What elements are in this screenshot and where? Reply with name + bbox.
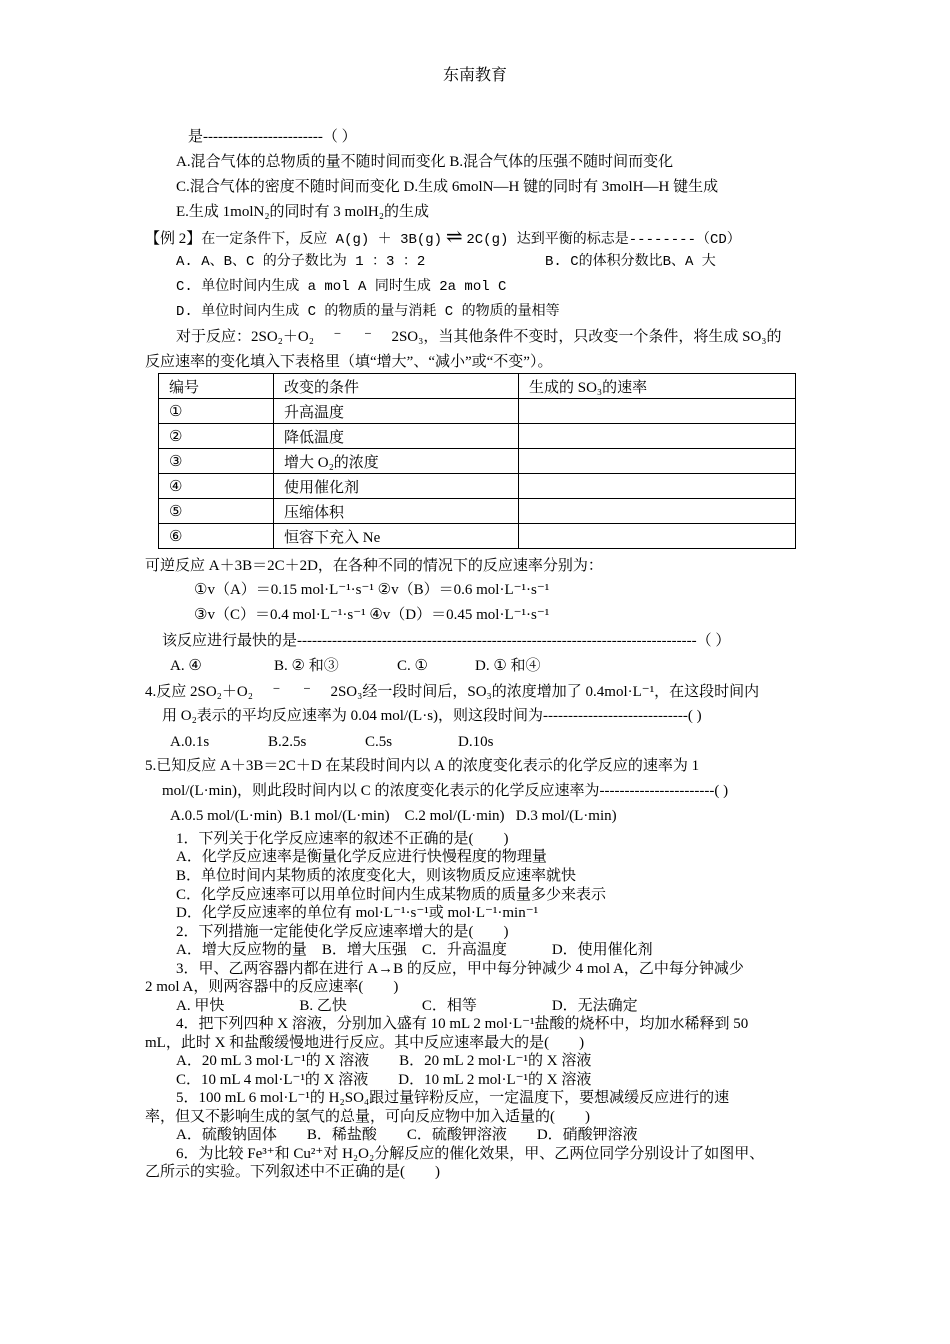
table-header-row (159, 374, 796, 399)
rate-line-2: ③v（C）＝0.4 mol·L⁻¹·s⁻¹ ④v（D）＝0.45 mol·L⁻¹·s⁻¹ (194, 607, 550, 623)
table-row (159, 449, 796, 474)
so3-intro-line2: 反应速率的变化填入下表格里（填“增大”、“减小”或“不变”）。 (145, 354, 553, 370)
table-cell: ⑤ (159, 499, 274, 524)
practice-line: C．10 mL 4 mol·L⁻¹的 X 溶液 D．10 mL 2 mol·L⁻¹的 X 溶液 (176, 1072, 592, 1088)
table-cell: ④ (159, 474, 274, 499)
practice-line: 6．为比较 Fe³⁺和 Cu²⁺对 H₂O₂分解反应的催化效果，甲、乙两位同学分别设计了如图甲、 (176, 1146, 765, 1162)
practice-line: 率，但又不影响生成的氢气的总量，可向反应物中加入适量的( ) (145, 1109, 590, 1125)
q5-options: A.0.5 mol/(L·min) B.1 mol/(L·min) C.2 mol/(L·min) D.3 mol/(L·min) (170, 808, 617, 824)
example-option-a: A. A、B、C 的分子数比为 1 ：3 ：2 (176, 254, 426, 270)
rate-option-c: C. ① (397, 658, 428, 674)
rate-option-a: A. ④ (170, 658, 202, 674)
reversible-arrow-icon: ⁻ ⁻ (333, 329, 372, 345)
table-cell: ① (159, 399, 274, 424)
question-stem-tail: 是------------------------（ ） (188, 129, 357, 145)
practice-line: 乙所示的实验。下列叙述中不正确的是( ) (145, 1164, 440, 1180)
option-line: A.混合气体的总物质的量不随时间而变化 B.混合气体的压强不随时间而变化 (176, 154, 674, 170)
table-cell: 增大 O₂的浓度 (274, 449, 519, 474)
q4-line2: 用 O₂表示的平均反应速率为 0.04 mol/(L·s)，则这段时间为-----------------------------( ) (162, 708, 702, 724)
table-cell-answer (519, 399, 796, 424)
example-option-b: B. C的体积分数比B、A 大 (545, 254, 716, 270)
practice-line: 5．100 mL 6 mol·L⁻¹的 H₂SO₄跟过量锌粉反应，一定温度下，要想减缓反应进行的速 (176, 1090, 730, 1106)
table-cell: 降低温度 (274, 424, 519, 449)
example-2-stem (145, 227, 741, 250)
option-line: C.混合气体的密度不随时间而变化 D.生成 6molN—H 键的同时有 3molH—H 键生成 (176, 179, 719, 195)
example-stem-end: 2C(g) 达到平衡的标志是--------（CD） (466, 232, 741, 248)
table-cell: ③ (159, 449, 274, 474)
example-option-c: C. 单位时间内生成 a mol A 同时生成 2a mol C (176, 279, 507, 295)
example-option-d: D. 单位时间内生成 C 的物质的量与消耗 C 的物质的量相等 (176, 304, 560, 320)
table-cell: 压缩体积 (274, 499, 519, 524)
q4-option-a: A.0.1s (170, 734, 210, 750)
rate-option-d: D. ① 和④ (475, 658, 541, 674)
practice-line: A. 甲快 B. 乙快 C．相等 D．无法确定 (176, 998, 638, 1014)
option-line: E.生成 1molN₂的同时有 3 molH₂的生成 (176, 204, 429, 220)
rate-option-b: B. ② 和③ (274, 658, 339, 674)
practice-line: A．20 mL 3 mol·L⁻¹的 X 溶液 B．20 mL 2 mol·L⁻¹的 X 溶液 (176, 1053, 592, 1069)
example-stem-text: 在一定条件下，反应 A(g) ＋ 3B(g) (201, 232, 443, 248)
q5-line2: mol/(L·min)，则此段时间内以 C 的浓度变化表示的化学反应速率为-----------------------( ) (162, 783, 729, 799)
q4-line1-part-a: 4.反应 2SO₂＋O₂ (145, 684, 253, 700)
table-cell: 使用催化剂 (274, 474, 519, 499)
table-header: 编号 (159, 374, 274, 399)
table-cell: 升高温度 (274, 399, 519, 424)
rate-line-1: ①v（A）＝0.15 mol·L⁻¹·s⁻¹ ②v（B）＝0.6 mol·L⁻¹·s⁻¹ (194, 582, 550, 598)
so3-intro-line1 (176, 327, 782, 347)
practice-line: 3．甲、乙两容器内都在进行 A→B 的反应，甲中每分钟减少 4 mol A，乙中每分钟减少 (176, 961, 744, 977)
practice-line: D．化学反应速率的单位有 mol·L⁻¹·s⁻¹或 mol·L⁻¹·min⁻¹ (176, 905, 539, 921)
rate-question-ask: 该反应进行最快的是--------------------------------------------------------------------------------（ ） (162, 633, 731, 649)
practice-line: 2 mol A，则两容器中的反应速率( ) (145, 979, 399, 995)
table-cell: ② (159, 424, 274, 449)
table-cell-answer (519, 449, 796, 474)
practice-line: 4．把下列四种 X 溶液，分别加入盛有 10 mL 2 mol·L⁻¹盐酸的烧杯中，均加水稀释到 50 (176, 1016, 749, 1032)
table-cell-answer (519, 424, 796, 449)
equilibrium-arrow-icon: ⇌ (445, 226, 463, 248)
q4-option-b: B.2.5s (268, 734, 307, 750)
table-cell-answer (519, 474, 796, 499)
practice-line: A．硫酸钠固体 B．稀盐酸 C．硫酸钾溶液 D．硝酸钾溶液 (176, 1127, 638, 1143)
table-cell: ⑥ (159, 524, 274, 549)
practice-line: 1．下列关于化学反应速率的叙述不正确的是( ) (176, 831, 509, 847)
so3-intro-part-a: 对于反应：2SO₂＋O₂ (176, 329, 314, 345)
rate-question-stem: 可逆反应 A＋3B＝2C＋2D，在各种不同的情况下的反应速率分别为： (145, 558, 603, 574)
practice-line: 2．下列措施一定能使化学反应速率增大的是( ) (176, 924, 509, 940)
so3-intro-part-b: 2SO₃，当其他条件不变时，只改变一个条件，将生成 SO₃的 (391, 329, 782, 345)
table-row (159, 524, 796, 549)
example-tag: 【例 2】 (145, 231, 202, 247)
table-cell-answer (519, 524, 796, 549)
practice-line: B．单位时间内某物质的浓度变化大，则该物质反应速率就快 (176, 868, 577, 884)
practice-line: C．化学反应速率可以用单位时间内生成某物质的质量多少来表示 (176, 887, 607, 903)
q4-option-c: C.5s (365, 734, 393, 750)
practice-line: A．增大反应物的量 B．增大压强 C．升高温度 D．使用催化剂 (176, 942, 653, 958)
table-row (159, 499, 796, 524)
table-header: 改变的条件 (274, 374, 519, 399)
table-cell-answer (519, 499, 796, 524)
document-header: 东南教育 (442, 67, 507, 84)
q4-option-d: D.10s (458, 734, 494, 750)
table-cell: 恒容下充入 Ne (274, 524, 519, 549)
table-row (159, 474, 796, 499)
q4-line1-part-b: 2SO₃经一段时间后，SO₃的浓度增加了 0.4mol·L⁻¹，在这段时间内 (330, 684, 760, 700)
table-row (159, 399, 796, 424)
table-header: 生成的 SO₃的速率 (519, 374, 796, 399)
practice-line: A．化学反应速率是衡量化学反应进行快慢程度的物理量 (176, 849, 547, 865)
q4-line1 (145, 682, 759, 702)
reversible-arrow-icon: ⁻ ⁻ (272, 684, 311, 700)
practice-line: mL，此时 X 和盐酸缓慢地进行反应。其中反应速率最大的是( ) (145, 1035, 585, 1051)
table-row (159, 424, 796, 449)
rate-change-table (158, 373, 796, 549)
q5-line1: 5.已知反应 A＋3B＝2C＋D 在某段时间内以 A 的浓度变化表示的化学反应的速率为 1 (145, 758, 700, 774)
